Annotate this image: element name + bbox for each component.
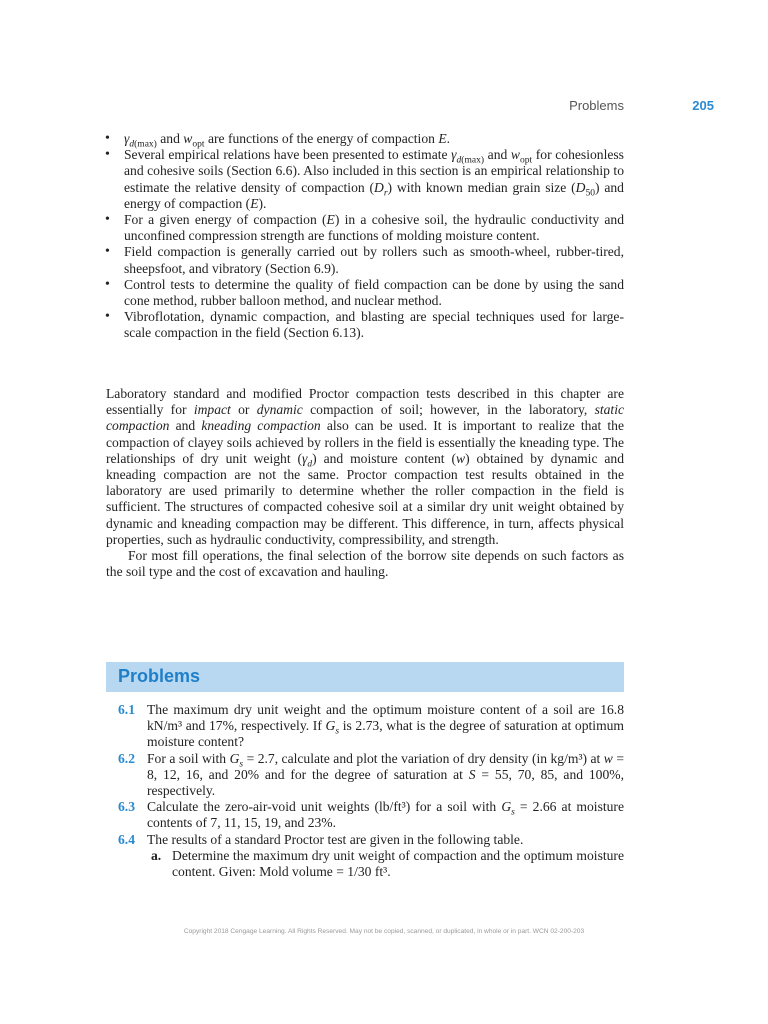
- bullet-icon: •: [105, 309, 110, 325]
- bullet-text: $\gamma_{d(max)}$ and $w_{opt}$ are functions of the energy of compaction E.: [124, 131, 451, 150]
- problems-heading: Problems: [118, 666, 201, 686]
- problem-item: [118, 799, 624, 831]
- problem-text: For a soil with $G_s = 2.7$, calculate and plot the variation of dry density (in kg/m³) at w = 8, 12, 16, and 20% and for the degree of saturation at S = 55, 70, 85, and 100%, respectively.: [147, 750, 624, 799]
- bullet-icon: •: [105, 131, 110, 146]
- paragraph: Laboratory standard and modified Proctor compaction tests described in this chapter are essentially for impact or dynamic compaction of soil; however, in the laboratory, static compaction and kneading compaction also can be used. It is important to realize that the compaction of clayey soils achieved by rollers in the field is essentially the kneading type. The relationships of dry unit weight $(\gamma_d)$ and moisture content (w) obtained by dynamic and kneading compaction are not the same. Proctor compaction test results obtained in the laboratory are used primarily to determine whether the roller compaction in the field is sufficient. The structures of compacted cohesive soil at a similar dry unit weight obtained by dynamic and kneading compaction may be different. This difference, in turn, affects physical properties, such as hydraulic conductivity, compressibility, and strength.: [106, 386, 625, 547]
- problem-text: Calculate the zero-air-void unit weights (lb/ft³) for a soil with $G_s = 2.66$ at moisture contents of 7, 11, 15, 19, and 23%.: [147, 799, 624, 831]
- bullet-icon: •: [105, 276, 110, 292]
- bullet-item: [105, 244, 624, 276]
- bullet-icon: •: [105, 212, 110, 228]
- summary-bullet-list: [105, 131, 624, 342]
- bullet-icon: •: [105, 147, 110, 163]
- bullet-item: [105, 131, 624, 150]
- problems-heading-bar: [106, 662, 624, 692]
- problem-number: 6.4: [118, 831, 135, 847]
- problem-list: [118, 702, 625, 880]
- problem-item: [118, 831, 624, 881]
- problem-number: 6.2: [118, 750, 135, 766]
- problem-text: The maximum dry unit weight and the optimum moisture content of a soil are 16.8 kN/m³ and 17%, respectively. If $G_s$ is 2.73, what is the degree of saturation at optimum moisture content?: [147, 702, 625, 750]
- bullet-text: Control tests to determine the quality of field compaction can be done by using the sand cone method, rubber balloon method, and nuclear method.: [124, 276, 624, 309]
- running-head-section: Problems: [569, 98, 624, 113]
- bullet-text: Several empirical relations have been presented to estimate $\gamma_{d(max)}$ and $w_{opt}$ for cohesionless and cohesive soils (Section 6.6). Also included in this section is an empirical relationship to estimate the relative density of compaction $(D_r)$ with known median grain size $(D_{50})$ and energy of compaction (E).: [124, 147, 624, 211]
- problem-item: [118, 750, 624, 800]
- problem-number: 6.3: [118, 799, 135, 815]
- subitem-label: a.: [151, 847, 162, 863]
- bullet-text: Vibroflotation, dynamic compaction, and blasting are special techniques used for large-scale compaction in the field (Section 6.13).: [124, 309, 624, 341]
- subitem-text: Determine the maximum dry unit weight of compaction and the optimum moisture content. Given: Mold volume = 1/30 ft³.: [172, 847, 624, 880]
- body-text: [106, 386, 624, 580]
- running-head: [0, 98, 768, 116]
- problem-number: 6.1: [118, 702, 135, 717]
- bullet-text: For a given energy of compaction (E) in a cohesive soil, the hydraulic conductivity and unconfined compression strength are functions of molding moisture content.: [124, 212, 624, 244]
- paragraph: For most fill operations, the final selection of the borrow site depends on such factors as the soil type and the cost of excavation and hauling.: [106, 548, 624, 580]
- bullet-item: [105, 212, 624, 244]
- bullet-item: [105, 276, 624, 309]
- problem-item: [118, 702, 625, 751]
- copyright-footer: Copyright 2018 Cengage Learning. All Rights Reserved. May not be copied, scanned, or duplicated, in whole or in part. WCN 02-200-203: [183, 928, 585, 935]
- problem-subitem: [147, 848, 624, 880]
- page-number: 205: [692, 98, 714, 113]
- bullet-icon: •: [105, 244, 110, 260]
- bullet-text: Field compaction is generally carried out by rollers such as smooth-wheel, rubber-tired, sheepsfoot, and vibratory (Section 6.9).: [124, 244, 624, 276]
- bullet-item: [105, 309, 624, 341]
- problem-text: The results of a standard Proctor test are given in the following table.: [147, 831, 524, 847]
- bullet-item: [105, 147, 624, 212]
